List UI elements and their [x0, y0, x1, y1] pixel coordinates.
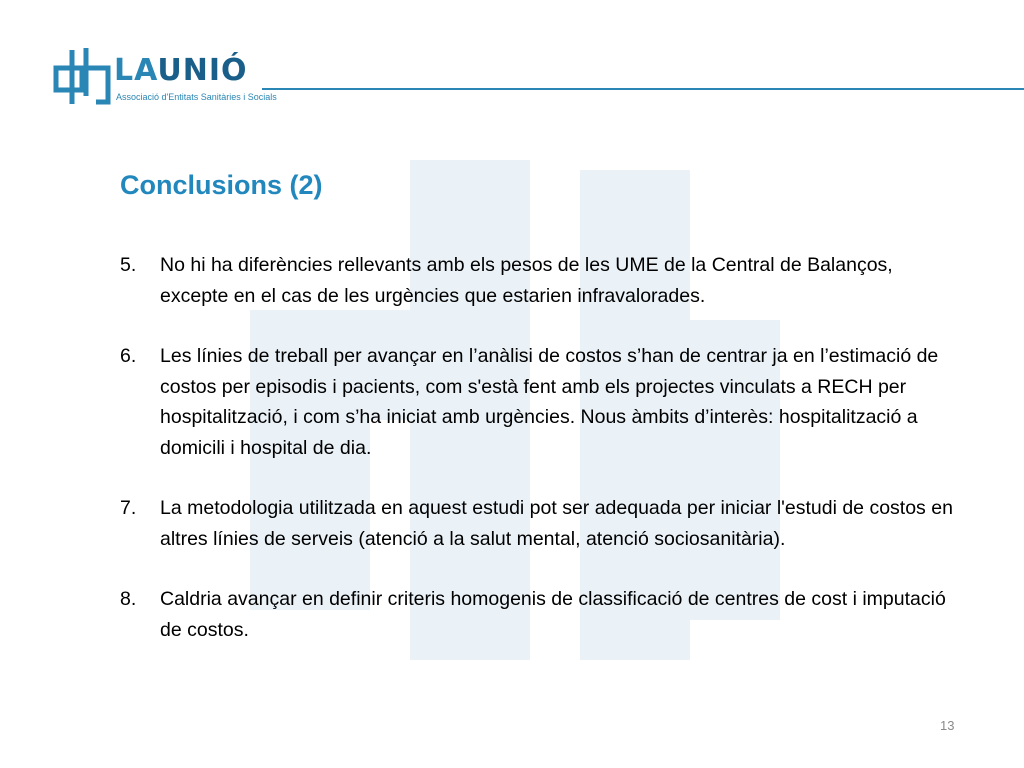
brand-name-part1: LA — [114, 53, 158, 88]
list-item-number: 7. — [120, 497, 137, 519]
list-item — [120, 493, 960, 554]
list-item — [120, 584, 960, 645]
list-item-number: 6. — [120, 345, 137, 367]
list-item-number: 5. — [120, 254, 137, 276]
list-item-text: La metodologia utilitzada en aquest estudi pot ser adequada per iniciar l'estudi de costos en altres línies de serveis (atenció a la salut mental, atenció sociosanitària). — [160, 497, 953, 550]
slide-title: Conclusions (2) — [120, 170, 323, 200]
brand-name-part2: UNIÓ — [157, 53, 248, 88]
list-item-text: Les línies de treball per avançar en l’anàlisi de costos s’han de centrar ja en l’estimació de costos per episodis i pacients, com s'està fent amb els projectes vinculats a RECH per hospitalització, i com s’ha iniciat amb urgències. Nous àmbits d’interès: hospitalització a domicili i hospital de dia. — [160, 345, 939, 459]
la-unio-logo-icon — [52, 44, 116, 110]
brand-wordmark — [114, 54, 248, 88]
conclusions-list — [120, 250, 960, 675]
page-number: 13 — [940, 718, 955, 733]
header-divider — [262, 88, 1024, 90]
brand-logo — [52, 44, 277, 114]
list-item — [120, 341, 960, 463]
list-item-number: 8. — [120, 588, 137, 610]
list-item-text: Caldria avançar en definir criteris homogenis de classificació de centres de cost i imputació de costos. — [160, 588, 946, 641]
list-item — [120, 250, 960, 311]
list-item-text: No hi ha diferències rellevants amb els pesos de les UME de la Central de Balanços, excepte en el cas de les urgències que estarien infravalorades. — [160, 254, 893, 307]
brand-tagline: Associació d'Entitats Sanitàries i Socials — [116, 92, 277, 102]
